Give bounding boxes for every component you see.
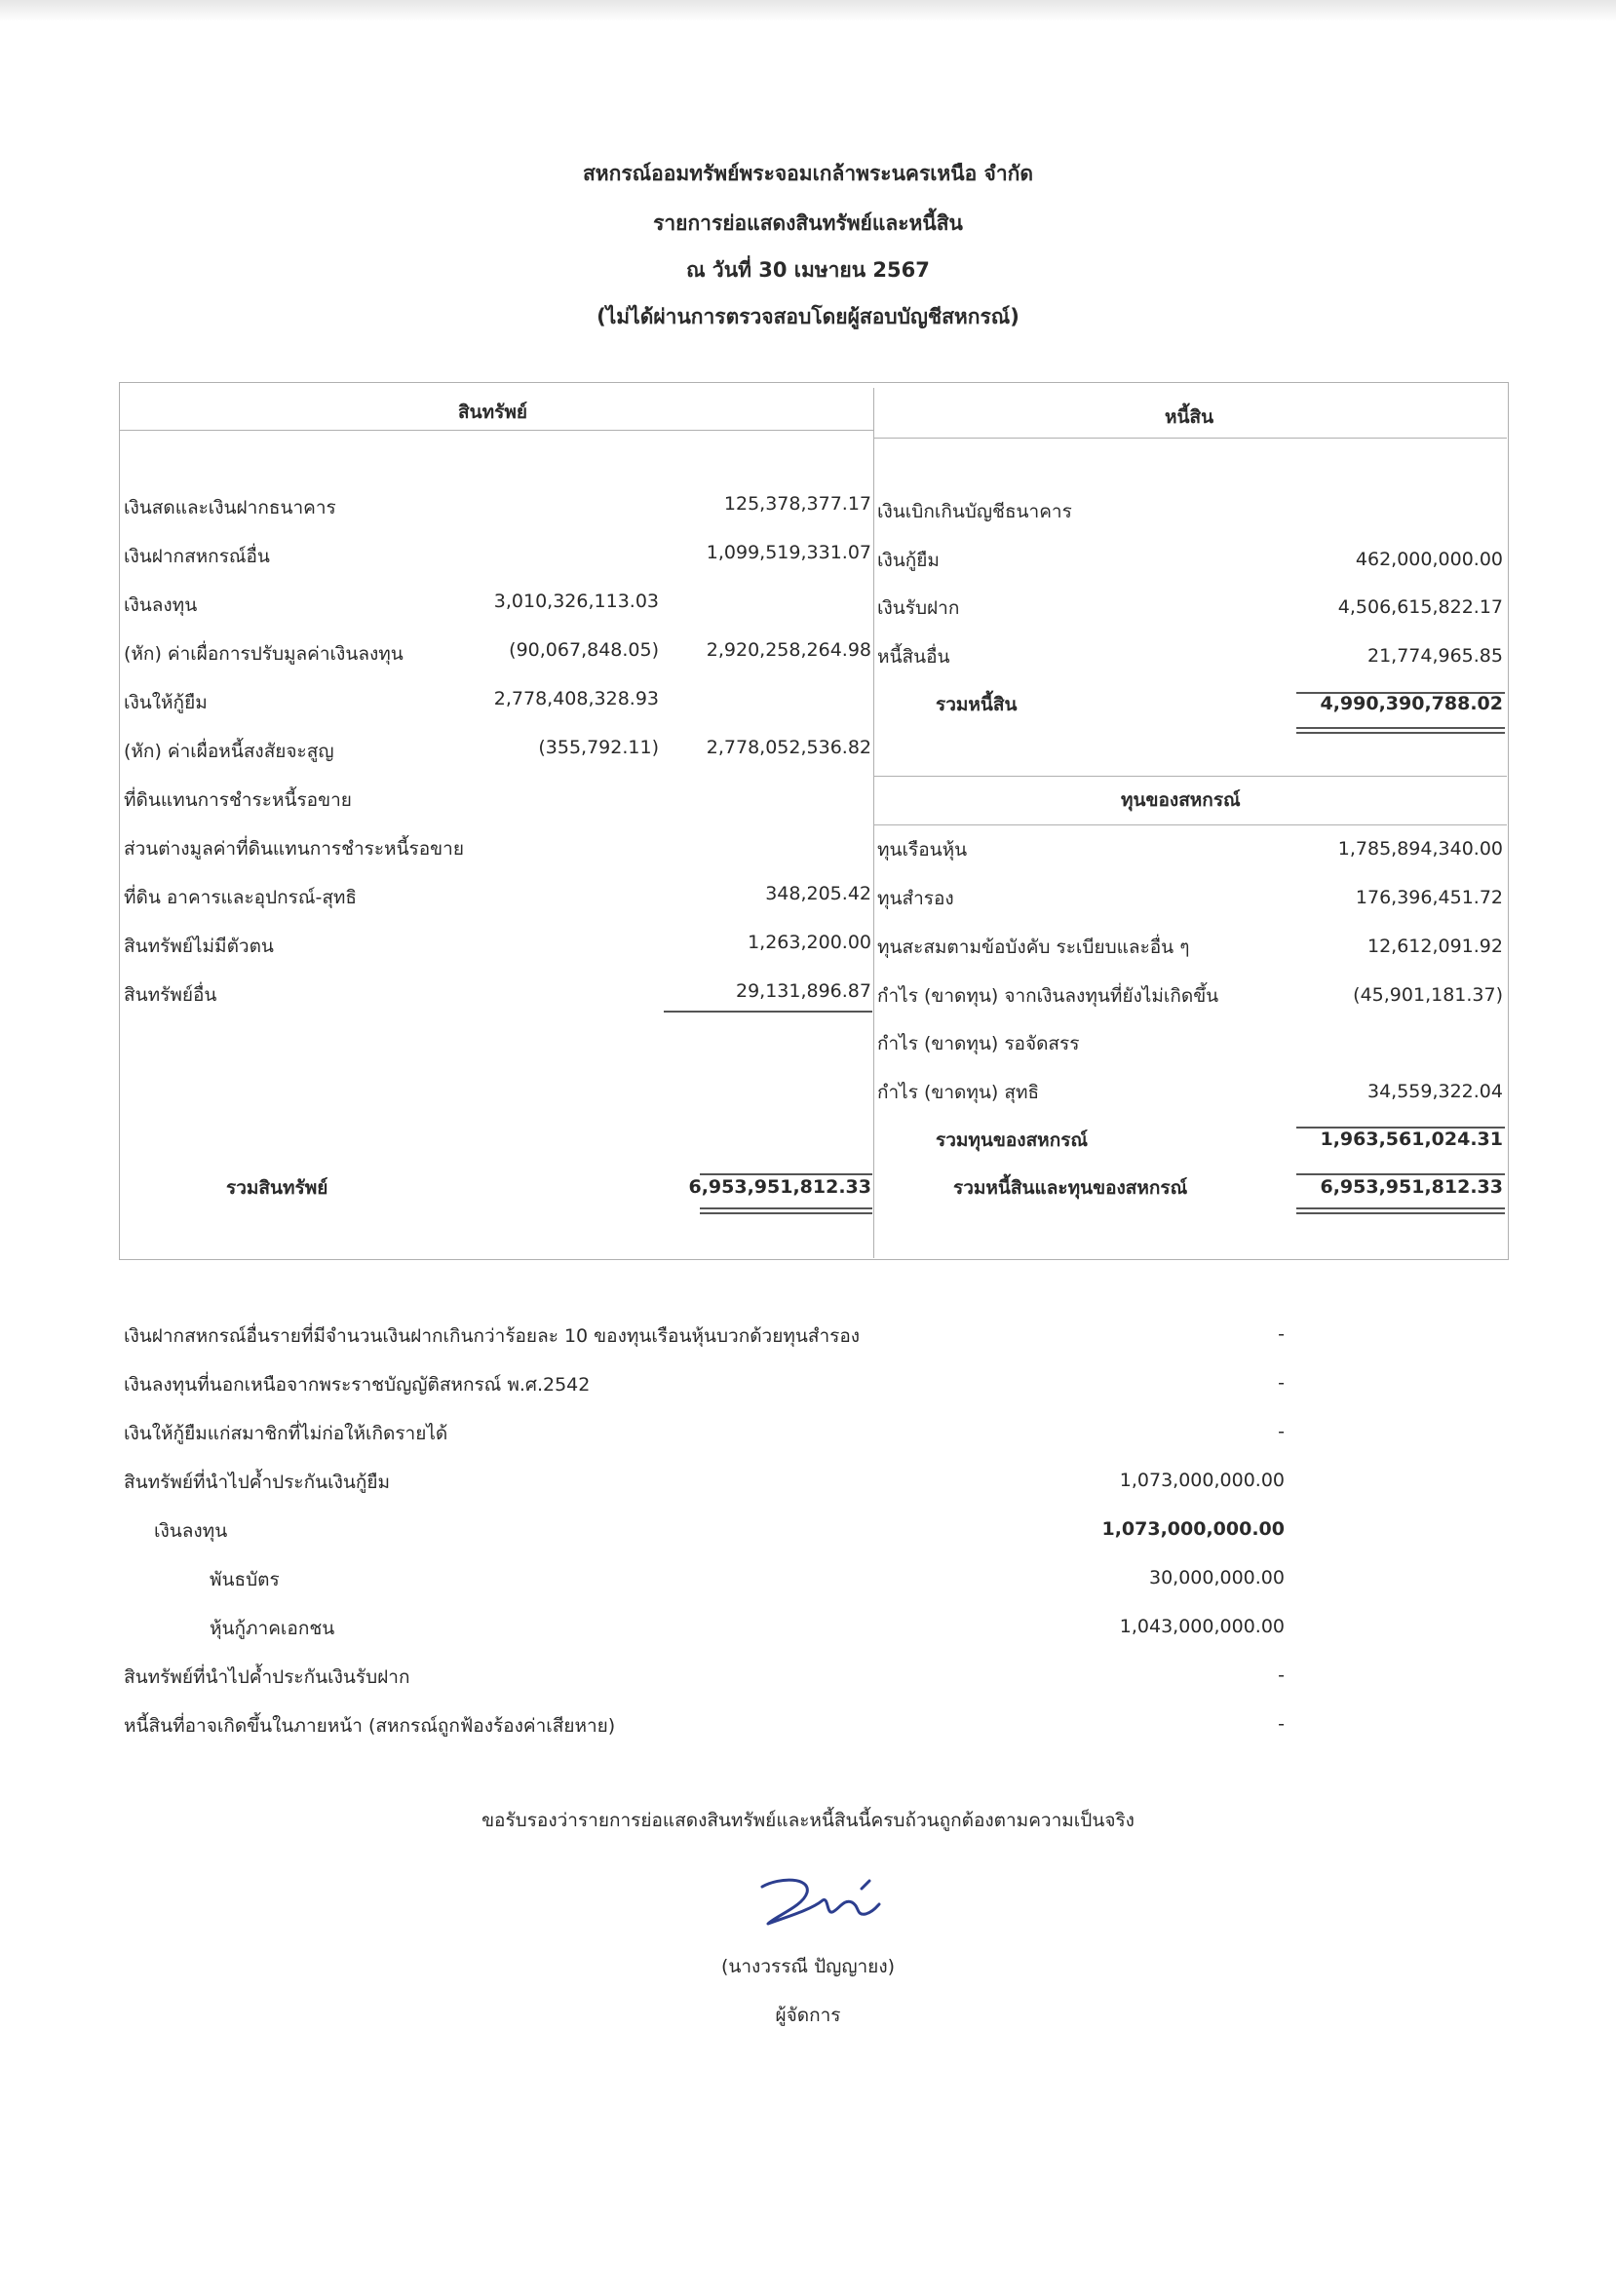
asset-row-amount: 2,920,258,264.98 [706,639,871,661]
asset-row-label: ที่ดินแทนการชำระหนี้รอขาย [124,789,352,811]
liability-row-label: เงินเบิกเกินบัญชีธนาคาร [877,501,1072,522]
liability-row-label: เงินกู้ยืม [877,550,940,571]
equity-row-label: กำไร (ขาดทุน) สุทธิ [877,1082,1040,1103]
note-label: เงินลงทุน [154,1520,228,1542]
grand-total-amount: 6,953,951,812.33 [1320,1176,1503,1198]
equity-row-amount: 176,396,451.72 [1355,887,1503,908]
equity-heading: ทุนของสหกรณ์ [1121,789,1241,811]
note-amount: 1,073,000,000.00 [1101,1518,1285,1540]
note-label: เงินฝากสหกรณ์อื่นรายที่มีจำนวนเงินฝากเกินกว่าร้อยละ 10 ของทุนเรือนหุ้นบวกด้วยทุนสำรอง [124,1325,861,1347]
assets-heading: สินทรัพย์ [458,402,527,423]
grand-total-rule-top [1296,1173,1505,1175]
asset-row-amount: 348,205.42 [765,883,871,904]
note-amount: - [1278,1665,1285,1686]
asset-row-label: เงินฝากสหกรณ์อื่น [124,546,270,567]
liability-row-amount: 462,000,000.00 [1355,549,1503,570]
equity-row-amount: 12,612,091.92 [1366,936,1503,957]
asset-row-label: สินทรัพย์ไม่มีตัวตน [124,936,274,957]
asset-row-sub-amount: (90,067,848.05) [509,639,659,661]
asset-row-label: เงินลงทุน [124,594,198,616]
grand-total-rule-bottom-1 [1296,1207,1505,1209]
equity-row-amount: (45,901,181.37) [1353,984,1503,1006]
note-amount: - [1278,1372,1285,1394]
note-amount: - [1278,1421,1285,1442]
audit-note: (ไม่ได้ผ่านการตรวจสอบโดยผู้สอบบัญชีสหกรณ์) [596,305,1020,328]
liabilities-heading: หนี้สิน [1165,406,1214,428]
liability-row-label: หนี้สินอื่น [877,646,950,668]
note-amount: 1,073,000,000.00 [1119,1470,1285,1491]
liability-row-amount: 21,774,965.85 [1366,645,1503,667]
liability-row-amount: 4,506,615,822.17 [1337,596,1503,618]
note-label: พันธบัตร [210,1569,280,1590]
certification-statement: ขอรับรองว่ารายการย่อแสดงสินทรัพย์และหนี้สินนี้ครบถ้วนถูกต้องตามความเป็นจริง [481,1810,1135,1831]
signer-position: ผู้จัดการ [775,2005,841,2026]
scan-edge [0,0,1616,21]
note-label: หุ้นกู้ภาคเอกชน [210,1618,335,1639]
asset-row-label: เงินสดและเงินฝากธนาคาร [124,497,336,518]
assets-subtotal-rule [664,1011,872,1013]
asset-row-label: เงินให้กู้ยืม [124,692,208,713]
report-date: ณ วันที่ 30 เมษายน 2567 [686,258,930,282]
assets-total-label: รวมสินทรัพย์ [226,1177,328,1199]
liabilities-total-label: รวมหนี้สิน [936,694,1018,715]
liability-row-label: เงินรับฝาก [877,597,960,619]
equity-header-rule-bottom [874,824,1507,825]
note-amount: 1,043,000,000.00 [1119,1616,1285,1637]
equity-row-amount: 1,785,894,340.00 [1337,838,1503,860]
assets-total-rule-bottom-1 [700,1207,872,1209]
liabilities-total-rule-bottom-1 [1296,727,1505,729]
asset-row-label: สินทรัพย์อื่น [124,984,217,1006]
equity-row-label: ทุนสะสมตามข้อบังคับ ระเบียบและอื่น ๆ [877,937,1190,958]
asset-row-amount: 2,778,052,536.82 [706,737,871,758]
equity-row-label: ทุนสำรอง [877,888,954,909]
asset-row-label: ที่ดิน อาคารและอุปกรณ์-สุทธิ [124,887,358,908]
assets-total-rule-top [700,1173,872,1175]
note-amount: - [1278,1713,1285,1735]
equity-total-amount: 1,963,561,024.31 [1320,1129,1503,1150]
equity-row-label: กำไร (ขาดทุน) จากเงินลงทุนที่ยังไม่เกิดขึ้น [877,985,1219,1007]
equity-row-label: กำไร (ขาดทุน) รอจัดสรร [877,1033,1080,1054]
equity-header-rule-top [874,776,1507,777]
assets-total-amount: 6,953,951,812.33 [688,1176,871,1198]
asset-row-sub-amount: 2,778,408,328.93 [493,688,659,709]
column-divider [873,388,874,1258]
asset-row-label: ส่วนต่างมูลค่าที่ดินแทนการชำระหนี้รอขาย [124,838,464,860]
note-label: เงินลงทุนที่นอกเหนือจากพระราชบัญญัติสหกรณ์ พ.ศ.2542 [124,1374,591,1396]
equity-row-label: ทุนเรือนหุ้น [877,839,968,861]
liabilities-total-rule-bottom-2 [1296,732,1505,734]
equity-row-amount: 34,559,322.04 [1366,1081,1503,1102]
asset-row-sub-amount: (355,792.11) [538,737,659,758]
asset-row-amount: 1,099,519,331.07 [706,542,871,563]
report-title: รายการย่อแสดงสินทรัพย์และหนี้สิน [653,211,963,235]
note-label: เงินให้กู้ยืมแก่สมาชิกที่ไม่ก่อให้เกิดรายได้ [124,1423,448,1444]
liabilities-header-rule [874,438,1507,439]
assets-total-rule-bottom-2 [700,1212,872,1214]
asset-row-label: (หัก) ค่าเผื่อหนี้สงสัยจะสูญ [124,741,334,762]
note-label: สินทรัพย์ที่นำไปค้ำประกันเงินรับฝาก [124,1666,410,1688]
note-amount: - [1278,1323,1285,1345]
asset-row-amount: 1,263,200.00 [748,932,871,953]
note-label: สินทรัพย์ที่นำไปค้ำประกันเงินกู้ยืม [124,1472,391,1493]
asset-row-amount: 125,378,377.17 [723,493,871,515]
cooperative-name: สหกรณ์ออมทรัพย์พระจอมเกล้าพระนครเหนือ จำกัด [582,162,1034,185]
grand-total-rule-bottom-2 [1296,1212,1505,1214]
equity-total-label: รวมทุนของสหกรณ์ [936,1129,1089,1151]
asset-row-amount: 29,131,896.87 [735,980,871,1002]
note-amount: 30,000,000.00 [1148,1567,1285,1588]
assets-header-rule [119,430,874,431]
signer-name: (นางวรรณี ปัญญายง) [720,1956,896,1977]
manager-signature [750,1871,897,1939]
grand-total-label: รวมหนี้สินและทุนของสหกรณ์ [953,1177,1188,1199]
asset-row-label: (หัก) ค่าเผื่อการปรับมูลค่าเงินลงทุน [124,643,404,665]
asset-row-sub-amount: 3,010,326,113.03 [493,591,659,612]
note-label: หนี้สินที่อาจเกิดขึ้นในภายหน้า (สหกรณ์ถูกฟ้องร้องค่าเสียหาย) [124,1715,616,1737]
liabilities-total-amount: 4,990,390,788.02 [1320,693,1503,714]
